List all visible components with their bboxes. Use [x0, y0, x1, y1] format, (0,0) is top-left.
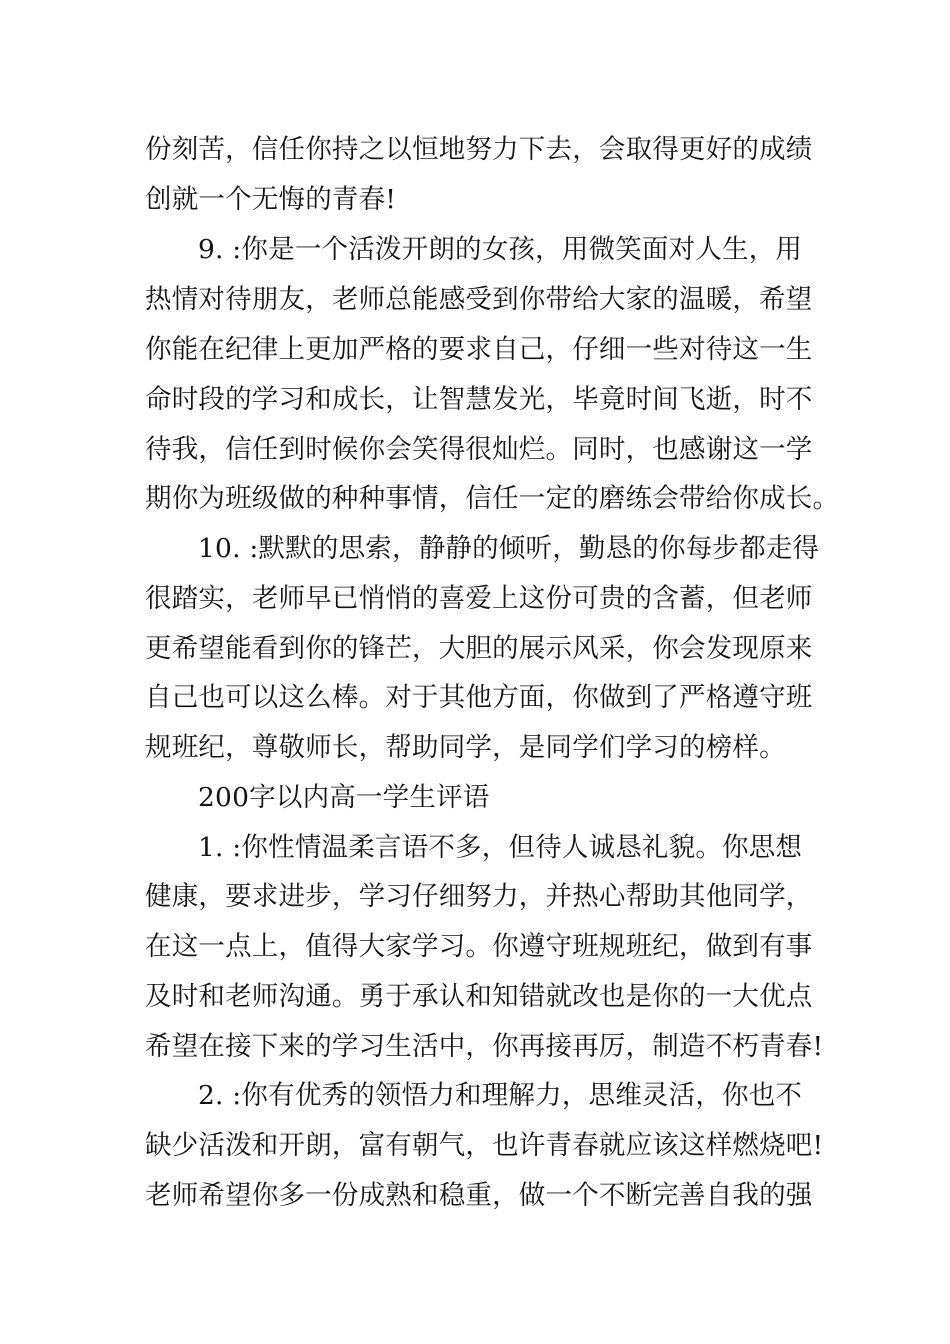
text-line: 待我，信任到时候你会笑得很灿烂。同时，也感谢这一学: [145, 434, 813, 465]
text-line: 及时和老师沟通。勇于承认和知错就改也是你的一大优点: [145, 981, 813, 1012]
section-heading: 200字以内高一学生评语: [198, 782, 490, 813]
paragraph-1-start: 1. :你性情温柔言语不多，但待人诚恳礼貌。你思想: [198, 832, 803, 863]
text-line: 期你为班级做的种种事情，信任一定的磨练会带给你成长。: [145, 483, 840, 514]
text-line: 自己也可以这么棒。对于其他方面，你做到了严格遵守班: [145, 682, 813, 713]
text-line: 创就一个无悔的青春!: [145, 184, 397, 215]
paragraph-2-start: 2. :你有优秀的领悟力和理解力，思维灵活，你也不: [198, 1080, 803, 1111]
text-line: 健康，要求进步，学习仔细努力，并热心帮助其他同学，: [145, 881, 813, 912]
text-line: 份刻苦，信任你持之以恒地努力下去，会取得更好的成绩: [145, 134, 813, 165]
text-line: 很踏实，老师早已悄悄的喜爱上这份可贵的含蓄，但老师: [145, 583, 813, 614]
text-line: 更希望能看到你的锋芒，大胆的展示风采，你会发现原来: [145, 633, 813, 664]
text-line: 命时段的学习和成长，让智慧发光，毕竟时间飞逝，时不: [145, 384, 813, 415]
text-line: 希望在接下来的学习生活中，你再接再厉，制造不朽青春!: [145, 1031, 824, 1062]
text-line: 在这一点上，值得大家学习。你遵守班规班纪，做到有事: [145, 931, 813, 962]
paragraph-10-start: 10. :默默的思索，静静的倾听，勤恳的你每步都走得: [198, 533, 820, 564]
text-line: 规班纪，尊敬师长，帮助同学，是同学们学习的榜样。: [145, 732, 786, 763]
paragraph-9-start: 9. :你是一个活泼开朗的女孩，用微笑面对人生，用: [198, 234, 803, 265]
text-line: 缺少活泼和开朗，富有朝气，也许青春就应该这样燃烧吧!: [145, 1130, 824, 1161]
text-line: 老师希望你多一份成熟和稳重，做一个不断完善自我的强: [145, 1180, 813, 1211]
text-line: 热情对待朋友，老师总能感受到你带给大家的温暖，希望: [145, 284, 813, 315]
text-line: 你能在纪律上更加严格的要求自己，仔细一些对待这一生: [145, 334, 813, 365]
